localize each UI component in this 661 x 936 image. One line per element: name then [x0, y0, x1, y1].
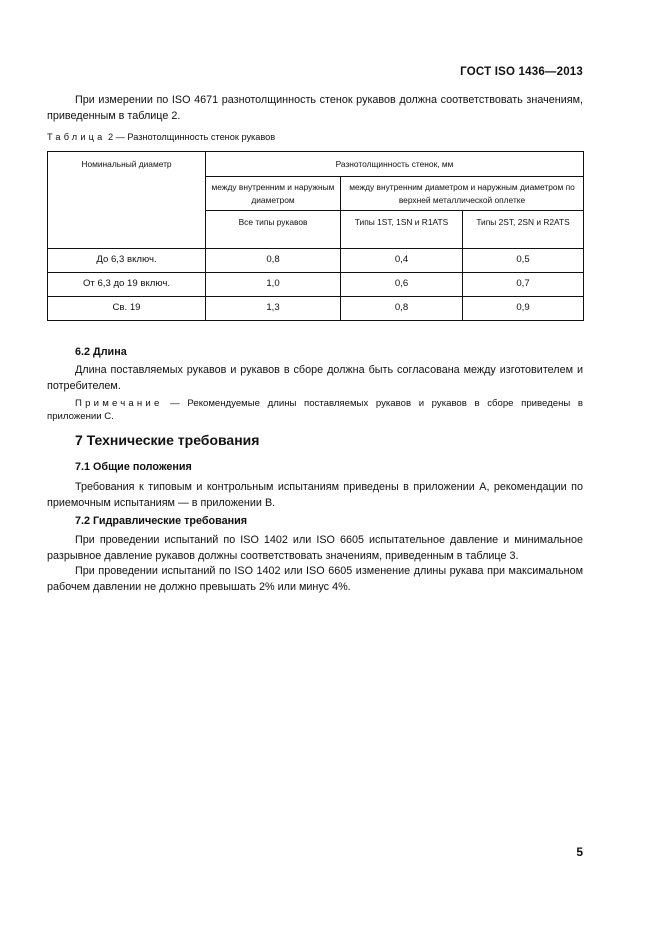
section-7-2-heading: 7.2 Гидравлические требования	[75, 515, 248, 527]
cell-types-2: 0,9	[463, 297, 584, 321]
section-6-2-note	[47, 397, 583, 423]
table-caption-title: 2 — Разнотолщинность стенок рукавов	[105, 132, 276, 142]
intro-paragraph-block	[47, 93, 583, 124]
note-label: Примечание	[75, 398, 163, 409]
cell-diameter: До 6,3 включ.	[48, 249, 206, 273]
section-7-2-block	[47, 533, 583, 595]
section-7-1-heading: 7.1 Общие положения	[75, 461, 192, 473]
header-inner-braid: между внутренним диаметром и наружным диаметром по верхней металлической оплетке	[341, 177, 584, 211]
cell-types-1: 0,6	[341, 273, 463, 297]
page-number: 5	[576, 845, 583, 859]
cell-types-2: 0,7	[463, 273, 584, 297]
standard-header: ГОСТ ISO 1436—2013	[460, 66, 583, 78]
header-nominal-diameter: Номинальный диаметр	[48, 152, 206, 249]
cell-types-2: 0,5	[463, 249, 584, 273]
note-text: — Рекомендуемые длины поставляемых рукавов и рукавов в сборе приведены в приложении С.	[47, 398, 583, 422]
cell-diameter: Св. 19	[48, 297, 206, 321]
section-7-1-text: Требования к типовым и контрольным испытаниям приведены в приложении А, рекомендации по приемочным испытаниям — в приложении В.	[47, 481, 583, 509]
cell-all-types: 1,0	[206, 273, 341, 297]
section-6-2-block	[47, 363, 583, 394]
cell-types-1: 0,4	[341, 249, 463, 273]
table-caption-label: Таблица	[47, 132, 106, 142]
wall-thickness-table	[47, 151, 584, 321]
header-inner-outer: между внутренним и наружным диаметром	[206, 177, 341, 211]
table-row	[48, 249, 584, 273]
table-row	[48, 297, 584, 321]
intro-paragraph: При измерении по ISO 4671 разнотолщинность стенок рукавов должна соответствовать значениям, приведенным в таблице 2.	[47, 94, 583, 122]
header-types-2: Типы 2ST, 2SN и R2ATS	[463, 211, 584, 249]
header-wall-thickness-group: Разнотолщинность стенок, мм	[206, 152, 584, 177]
cell-types-1: 0,8	[341, 297, 463, 321]
section-7-2-text-1: При проведении испытаний по ISO 1402 или ISO 6605 испытательное давление и минимальное разрывное давление рукавов должны соответствовать значениям, приведенным в таблице 3.	[47, 534, 583, 562]
table-caption	[47, 132, 275, 142]
table-row	[48, 273, 584, 297]
section-7-1-block	[47, 480, 583, 511]
header-types-1: Типы 1ST, 1SN и R1ATS	[341, 211, 463, 249]
cell-diameter: От 6,3 до 19 включ.	[48, 273, 206, 297]
header-all-types: Все типы рукавов	[206, 211, 341, 249]
section-6-2-heading: 6.2 Длина	[75, 346, 127, 358]
section-7-2-text-2: При проведении испытаний по ISO 1402 или ISO 6605 изменение длины рукава при максимальном рабочем давлении не должно превышать 2% или минус 4%.	[47, 565, 583, 593]
cell-all-types: 0,8	[206, 249, 341, 273]
cell-all-types: 1,3	[206, 297, 341, 321]
section-7-heading: 7 Технические требования	[75, 432, 260, 448]
section-6-2-text: Длина поставляемых рукавов и рукавов в сборе должна быть согласована между изготовителем и потребителем.	[47, 364, 583, 392]
